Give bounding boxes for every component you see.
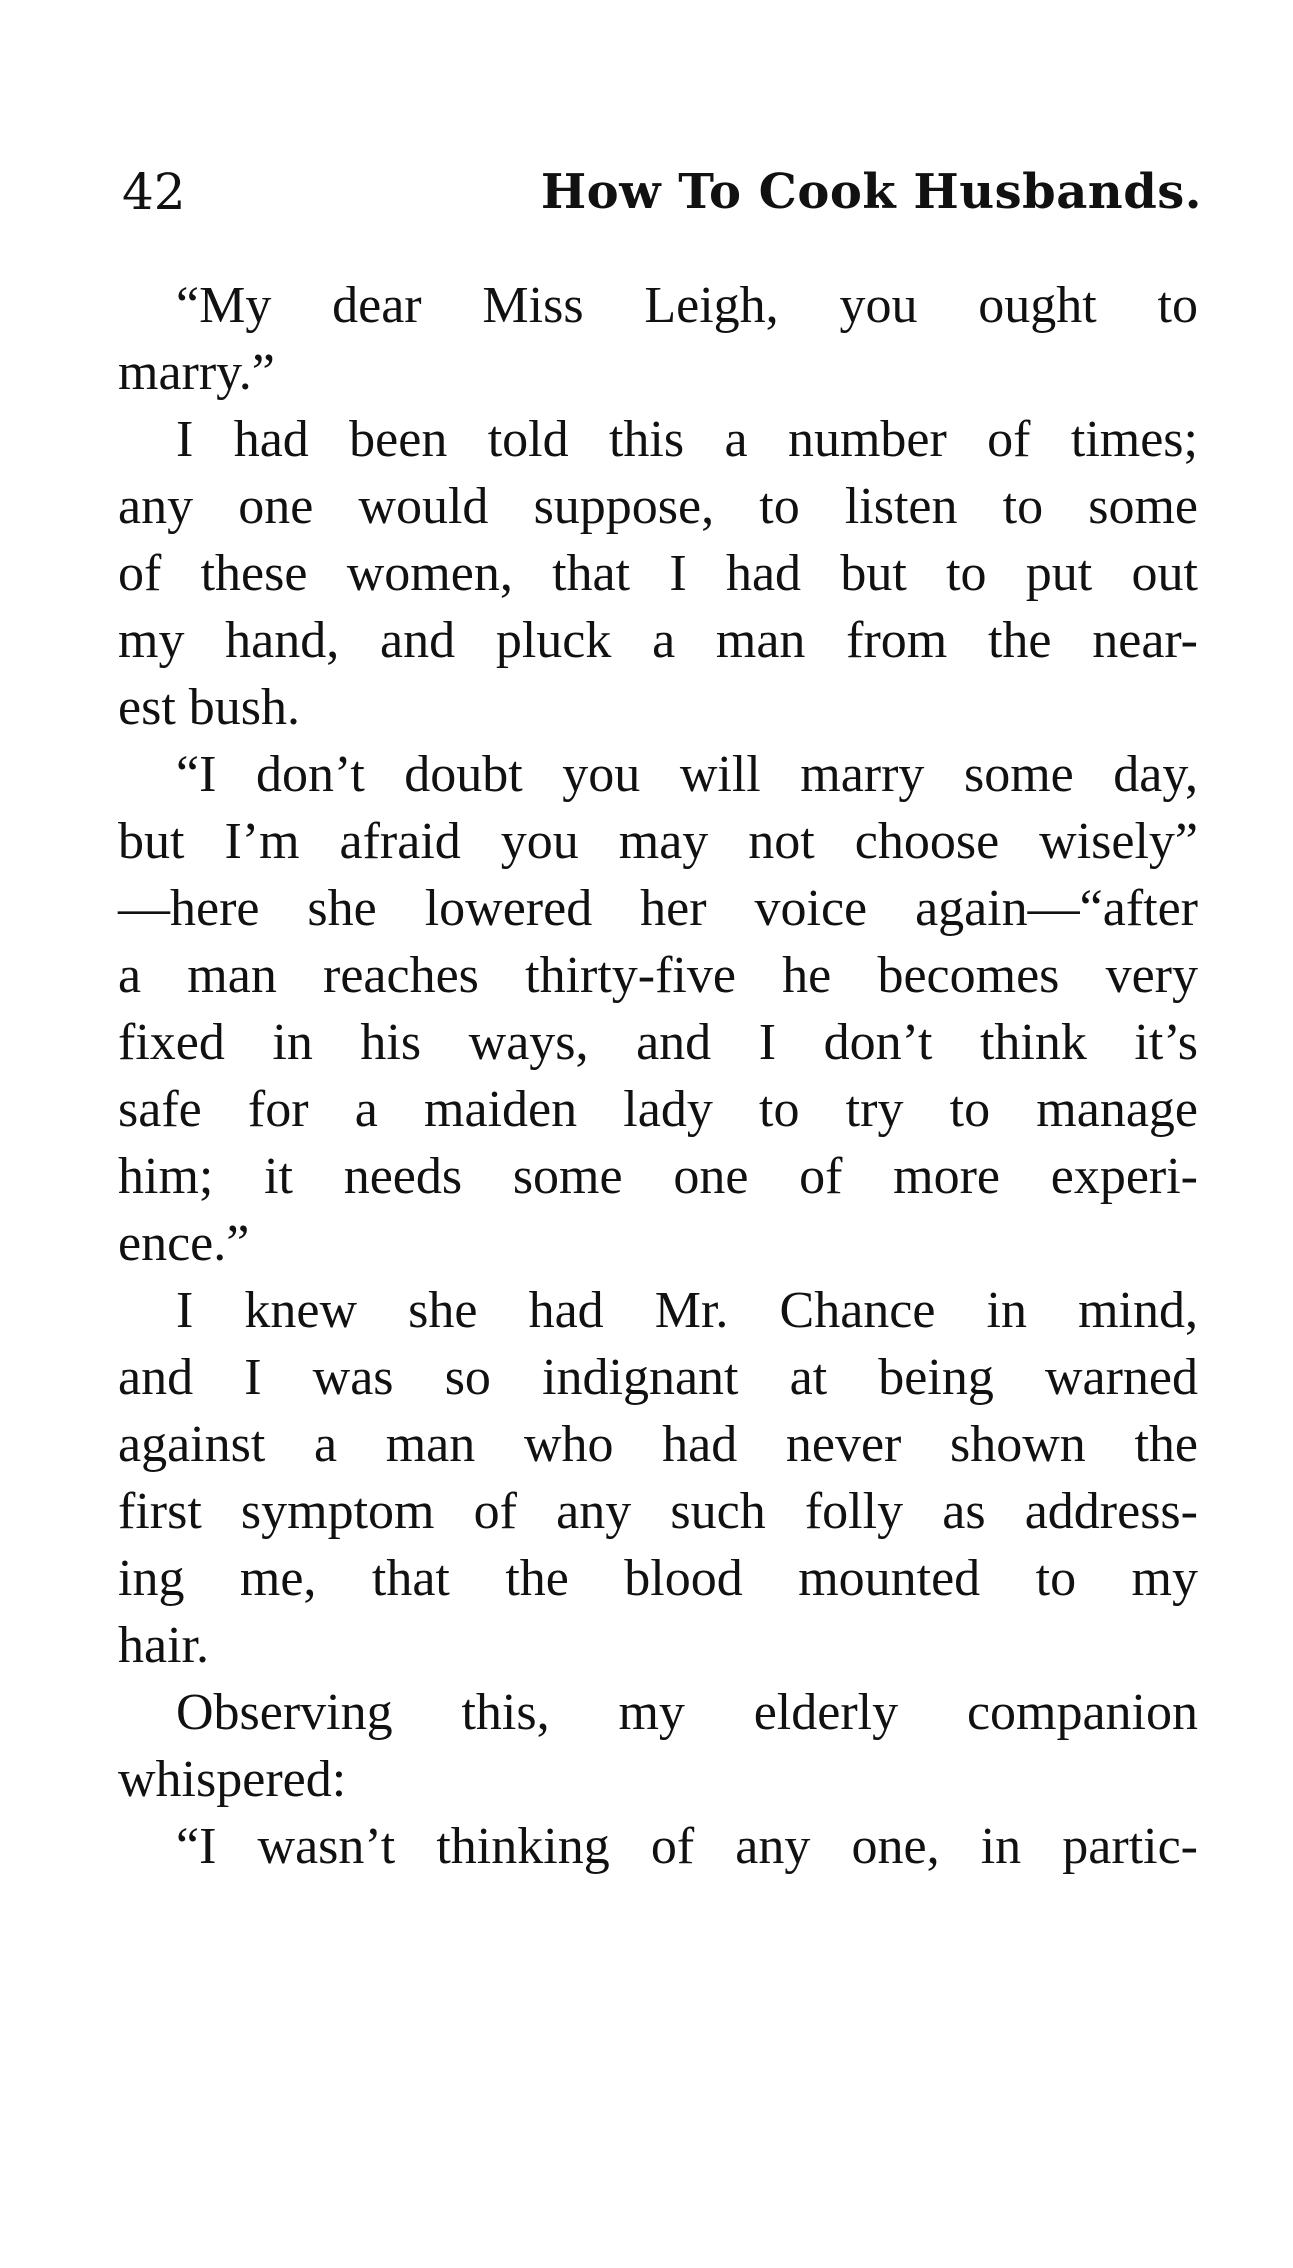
text-line: and I was so indignant at being warned: [118, 1349, 1198, 1406]
text-line: marry.”: [118, 344, 275, 401]
text-line: fixed in his ways, and I don’t think it’s: [118, 1014, 1198, 1071]
text-line: est bush.: [118, 679, 300, 736]
text-line: safe for a maiden lady to try to manage: [118, 1081, 1198, 1138]
text-line: “I don’t doubt you will marry some day,: [176, 746, 1198, 803]
text-line: of these women, that I had but to put out: [118, 545, 1198, 602]
text-line: ing me, that the blood mounted to my: [118, 1550, 1198, 1607]
text-line: any one would suppose, to listen to some: [118, 478, 1198, 535]
text-line: ence.”: [118, 1215, 250, 1272]
text-line: him; it needs some one of more experi-: [118, 1148, 1198, 1205]
paragraph-6: [118, 1813, 1198, 1880]
text-line: —here she lowered her voice again—“after: [118, 880, 1198, 937]
paragraph-1: [118, 272, 1198, 406]
text-line: Observing this, my elderly companion: [176, 1684, 1198, 1741]
running-head: [122, 160, 1202, 224]
paragraph-5: [118, 1679, 1198, 1813]
text-line: first symptom of any such folly as address-: [118, 1483, 1198, 1540]
page-number: 42: [122, 163, 186, 221]
text-line: “I wasn’t thinking of any one, in partic-: [176, 1818, 1198, 1875]
text-line: my hand, and pluck a man from the near-: [118, 612, 1198, 669]
text-line: but I’m afraid you may not choose wisely”: [118, 813, 1198, 870]
paragraph-4: [118, 1277, 1198, 1679]
body-text: [118, 272, 1198, 1880]
text-line: whispered:: [118, 1751, 347, 1808]
book-title: How To Cook Husbands.: [540, 164, 1202, 220]
text-line: I had been told this a number of times;: [176, 411, 1198, 468]
text-line: I knew she had Mr. Chance in mind,: [176, 1282, 1198, 1339]
text-line: a man reaches thirty-five he becomes very: [118, 947, 1198, 1004]
paragraph-3: [118, 741, 1198, 1277]
paragraph-2: [118, 406, 1198, 741]
text-line: hair.: [118, 1617, 209, 1674]
text-line: “My dear Miss Leigh, you ought to: [176, 277, 1198, 334]
text-line: against a man who had never shown the: [118, 1416, 1198, 1473]
